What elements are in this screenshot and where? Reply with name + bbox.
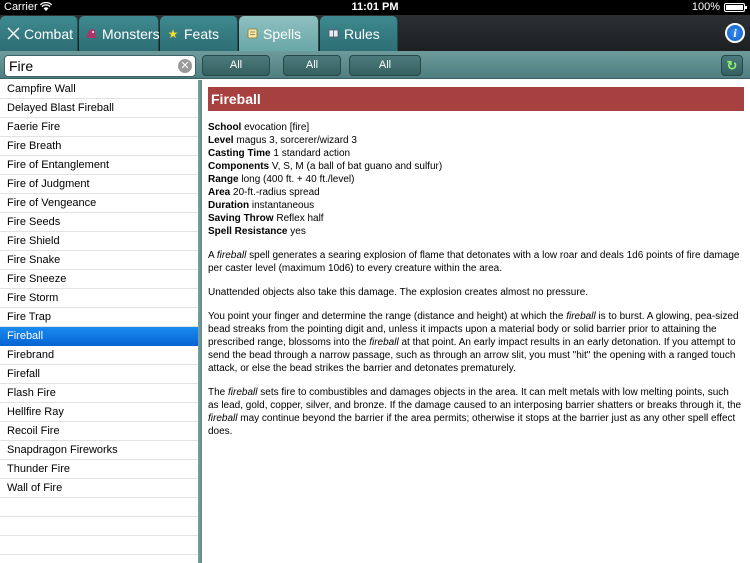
- italic-term: fireball: [208, 413, 238, 424]
- list-item[interactable]: Fire Snake: [0, 251, 198, 270]
- stat-value: yes: [290, 226, 306, 237]
- stat-label: Saving Throw: [208, 213, 274, 224]
- stat-value: magus 3, sorcerer/wizard 3: [236, 135, 357, 146]
- stat-value: V, S, M (a ball of bat guano and sulfur): [271, 161, 443, 172]
- stat-label: Level: [208, 135, 234, 146]
- tab-label: Spells: [263, 25, 302, 42]
- refresh-icon[interactable]: ↻: [721, 55, 743, 76]
- stat-row: [208, 147, 744, 160]
- stat-label: School: [208, 122, 242, 133]
- text-run: at that point. An early impact results in an early detonation. If you attempt to send the bead through a narrow passage, such as through an arrow slit, you must "hit" the opening with a ranged touch attack, or else the bead strikes the barrier and detonates prematurely.: [208, 337, 736, 374]
- search-input[interactable]: [5, 56, 175, 76]
- monster-icon: [85, 27, 98, 41]
- battery-percent: 100%: [691, 1, 720, 13]
- stat-label: Casting Time: [208, 148, 271, 159]
- text-run: The: [208, 387, 229, 398]
- list-item[interactable]: Delayed Blast Fireball: [0, 99, 198, 118]
- stat-value: 20-ft.-radius spread: [233, 187, 320, 198]
- list-item[interactable]: Fire of Entanglement: [0, 156, 198, 175]
- info-icon[interactable]: i: [725, 23, 745, 43]
- all-schools-button[interactable]: All: [349, 55, 421, 76]
- stat-label: Area: [208, 187, 231, 198]
- stat-row: [208, 186, 744, 199]
- stat-value: 1 standard action: [273, 148, 351, 159]
- all-levels-button[interactable]: All: [283, 55, 341, 76]
- stat-value: long (400 ft. + 40 ft./level): [241, 174, 355, 185]
- list-item[interactable]: Fire Trap: [0, 308, 198, 327]
- list-item[interactable]: Campfire Wall: [0, 80, 198, 99]
- list-item[interactable]: Thunder Fire: [0, 460, 198, 479]
- status-bar: [0, 0, 750, 15]
- list-item[interactable]: Hellfire Ray: [0, 403, 198, 422]
- tab-rules[interactable]: [320, 16, 398, 51]
- description-paragraph: [208, 249, 744, 275]
- spell-description: [208, 249, 744, 438]
- text-run: spell generates a searing explosion of flame that detonates with a low roar and deals 1d6 points of fire damage per caster level (maximum 10d6) to every creature within the area.: [208, 250, 740, 274]
- stat-row: [208, 212, 744, 225]
- italic-term: fireball: [216, 250, 247, 261]
- all-classes-button[interactable]: All: [202, 55, 270, 76]
- list-item[interactable]: Fire Breath: [0, 137, 198, 156]
- stat-row: [208, 134, 744, 147]
- scroll-icon: [245, 27, 259, 41]
- list-item[interactable]: Fire Seeds: [0, 213, 198, 232]
- list-item[interactable]: Fire of Judgment: [0, 175, 198, 194]
- text-run: sets fire to combustibles and damages objects in the area. It can melt metals with low melting points, such as lead, gold, copper, silver, and bronze. If the damage caused to an interposing barrier shatters or breaks through it, the: [208, 387, 742, 411]
- list-item[interactable]: Fire Storm: [0, 289, 198, 308]
- list-item[interactable]: Fire Sneeze: [0, 270, 198, 289]
- text-run: may continue beyond the barrier if the area permits; otherwise it stops at the barrier just as any other spell effect does.: [208, 413, 736, 437]
- stat-row: [208, 160, 744, 173]
- stat-row: [208, 121, 744, 134]
- spell-detail: [202, 80, 750, 563]
- text-run: Unattended objects also take this damage. The explosion creates almost no pressure.: [208, 287, 589, 298]
- stat-row: [208, 173, 744, 186]
- stat-label: Spell Resistance: [208, 226, 288, 237]
- tab-spells[interactable]: [239, 16, 319, 51]
- tab-label: Feats: [184, 25, 220, 42]
- star-icon: ★: [167, 26, 179, 41]
- stat-label: Components: [208, 161, 270, 172]
- list-item-empty: [0, 517, 198, 536]
- text-run: You point your finger and determine the range (distance and height) at which the: [208, 311, 567, 322]
- list-item[interactable]: Wall of Fire: [0, 479, 198, 498]
- italic-term: fireball: [566, 311, 596, 322]
- tab-label: Combat: [24, 25, 74, 42]
- list-item[interactable]: Firefall: [0, 365, 198, 384]
- italic-term: fireball: [228, 387, 258, 398]
- list-item-empty: [0, 536, 198, 555]
- stat-value: Reflex half: [276, 213, 324, 224]
- description-paragraph: [208, 386, 744, 438]
- list-item[interactable]: Firebrand: [0, 346, 198, 365]
- list-item[interactable]: Fire of Vengeance: [0, 194, 198, 213]
- list-item[interactable]: Recoil Fire: [0, 422, 198, 441]
- list-item[interactable]: Snapdragon Fireworks: [0, 441, 198, 460]
- text-run: A: [208, 250, 217, 261]
- list-item[interactable]: Fire Shield: [0, 232, 198, 251]
- italic-term: fireball: [369, 337, 399, 348]
- toolbar: [0, 51, 750, 79]
- stat-label: Range: [208, 174, 239, 185]
- book-icon: [326, 27, 340, 41]
- tab-label: Rules: [344, 25, 380, 42]
- description-paragraph: [208, 310, 744, 375]
- spell-stats: [208, 121, 744, 238]
- stat-value: evocation [fire]: [244, 122, 310, 133]
- stat-value: instantaneous: [251, 200, 315, 211]
- tab-label: Monsters: [102, 25, 160, 42]
- tab-monsters[interactable]: [79, 16, 159, 51]
- clock: 11:01 PM: [351, 1, 399, 13]
- tab-bar: [0, 15, 750, 51]
- carrier-label: Carrier: [4, 1, 38, 13]
- stat-row: [208, 225, 744, 238]
- stat-row: [208, 199, 744, 212]
- list-item[interactable]: Flash Fire: [0, 384, 198, 403]
- text-run: is to burst. A glowing, pea-sized bead streaks from the pointing digit and, unless it impacts upon a material body or solid barrier prior to attaining the prescribed range, blossoms into the: [208, 311, 739, 348]
- battery-icon: [724, 3, 745, 12]
- spell-title: Fireball: [208, 87, 744, 111]
- spell-list: [0, 80, 198, 563]
- description-paragraph: [208, 286, 744, 299]
- tab-feats[interactable]: [160, 16, 238, 51]
- search-box: [4, 55, 196, 77]
- list-item[interactable]: Faerie Fire: [0, 118, 198, 137]
- tab-combat[interactable]: [0, 16, 78, 51]
- clear-search-icon[interactable]: ✕: [178, 59, 192, 73]
- crossed-swords-icon: [6, 27, 20, 41]
- list-item[interactable]: Fireball: [0, 327, 198, 346]
- stat-label: Duration: [208, 200, 250, 211]
- list-item-empty: [0, 498, 198, 517]
